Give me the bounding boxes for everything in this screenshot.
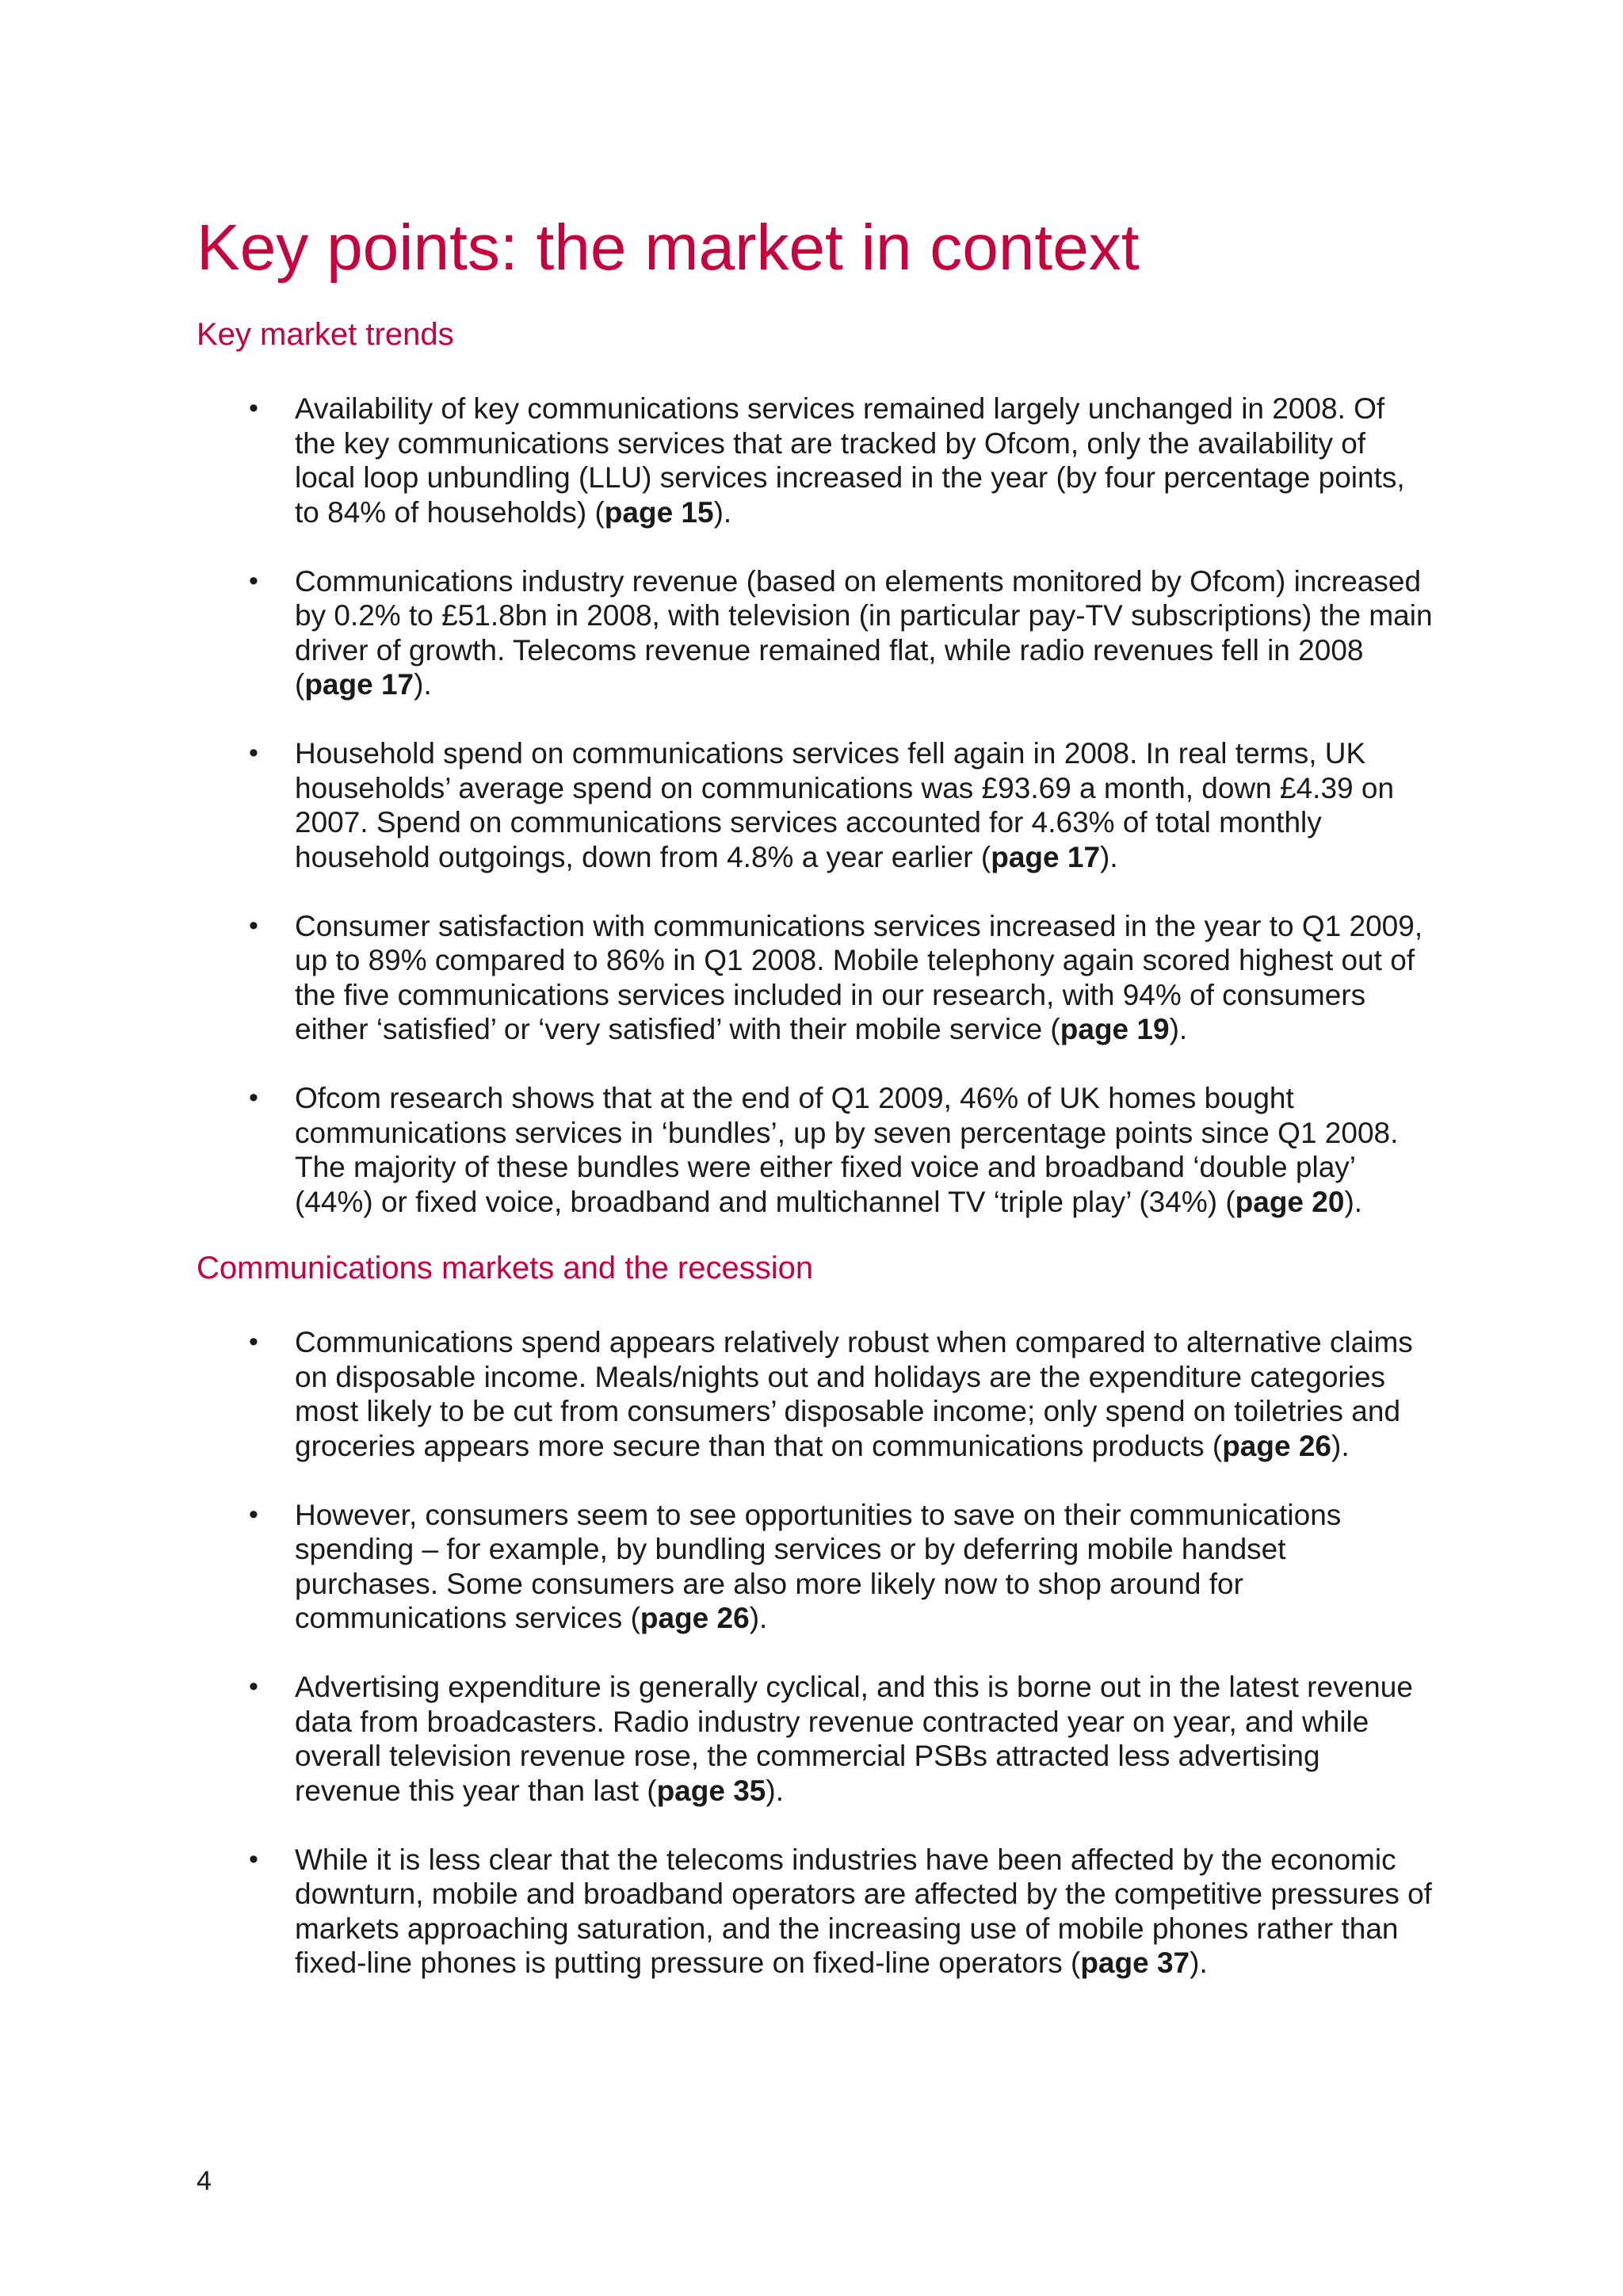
bullet-icon: • (249, 910, 258, 941)
bullet-list (197, 392, 1433, 1219)
bullet-icon: • (249, 393, 258, 423)
bullet-item: • Communications industry revenue (based on elements monitored by Ofcom) increased by 0.2% to £51.8bn in 2008, with television (in particular pay-TV subscriptions) the main driver of growth. Telecoms revenue remained flat, while radio revenues fell in 2008 (page 17). (249, 564, 1433, 701)
page-reference: page 26 (640, 1602, 750, 1634)
bullet-icon: • (249, 1843, 258, 1874)
bullet-item: • However, consumers seem to see opportunities to save on their communications spending – for example, by bundling services or by deferring mobile handset purchases. Some consumers are also more likely now to shop around for communications services (page 26). (249, 1498, 1342, 1634)
bullet-icon: • (249, 1499, 258, 1530)
page-reference: page 17 (991, 840, 1101, 873)
section-heading: Communications markets and the recession (197, 1251, 814, 1286)
page-reference: page 26 (1222, 1429, 1331, 1462)
page-reference: page 17 (304, 668, 414, 701)
bullet-item: • While it is less clear that the telecoms industries have been affected by the economic downturn, mobile and broadband operators are affected by the competitive pressures of markets approaching saturation, and the increasing use of mobile phones rather than fixed-line phones is putting pressure on fixed-line operators (page 37). (249, 1843, 1432, 1979)
page-reference: page 37 (1080, 1946, 1190, 1979)
page-reference: page 35 (656, 1774, 766, 1807)
bullet-item: • Advertising expenditure is generally cyclical, and this is borne out in the latest revenue data from broadcasters. Radio industry revenue contracted year on year, and while overall television revenue rose, the commercial PSBs attracted less advertising revenue this year than last (page 35). (249, 1671, 1413, 1807)
bullet-icon: • (249, 738, 258, 768)
bullet-icon: • (249, 1671, 258, 1702)
page-reference: page 19 (1060, 1013, 1170, 1045)
bullet-icon: • (249, 1083, 258, 1113)
bullet-icon: • (249, 565, 258, 596)
section-key-market-trends (197, 315, 1433, 1219)
bullet-item: • Ofcom research shows that at the end of Q1 2009, 46% of UK homes bought communications services in ‘bundles’, up by seven percentage points since Q1 2008. The majority of these bundles were either fixed voice and broadband ‘double play’ (44%) or fixed voice, broadband and multichannel TV ‘triple play’ (34%) (page 20). (249, 1082, 1399, 1218)
page-title: Key points: the market in context (197, 212, 1140, 284)
bullet-item: • Communications spend appears relatively robust when compared to alternative claims on disposable income. Meals/nights out and holidays are the expenditure categories most likely to be cut from consumers’ disposable income; only spend on toiletries and groceries appears more secure than that on communications products (page 26). (249, 1326, 1413, 1462)
bullet-item: • Household spend on communications services fell again in 2008. In real terms, UK households’ average spend on communications was £93.69 a month, down £4.39 on 2007. Spend on communications services accounted for 4.63% of total monthly household outgoings, down from 4.8% a year earlier (page 17). (249, 737, 1395, 873)
bullet-list (197, 1325, 1433, 1981)
section-recession (197, 1249, 1433, 1981)
bullet-item: • Availability of key communications services remained largely unchanged in 2008. Of the key communications services that are tracked by Ofcom, only the availability of local loop unbundling (LLU) services increased in the year (by four percentage points, to 84% of households) (page 15). (249, 392, 1405, 529)
page-number: 4 (197, 2166, 212, 2196)
bullet-item: • Consumer satisfaction with communications services increased in the year to Q1 2009, up to 89% compared to 86% in Q1 2008. Mobile telephony again scored highest out of the five communications services included in our research, with 94% of consumers either ‘satisfied’ or ‘very satisfied’ with their mobile service (page 19). (249, 909, 1423, 1045)
section-heading: Key market trends (197, 317, 454, 352)
bullet-icon: • (249, 1327, 258, 1357)
page-reference: page 15 (604, 495, 714, 529)
page-reference: page 20 (1235, 1185, 1345, 1218)
